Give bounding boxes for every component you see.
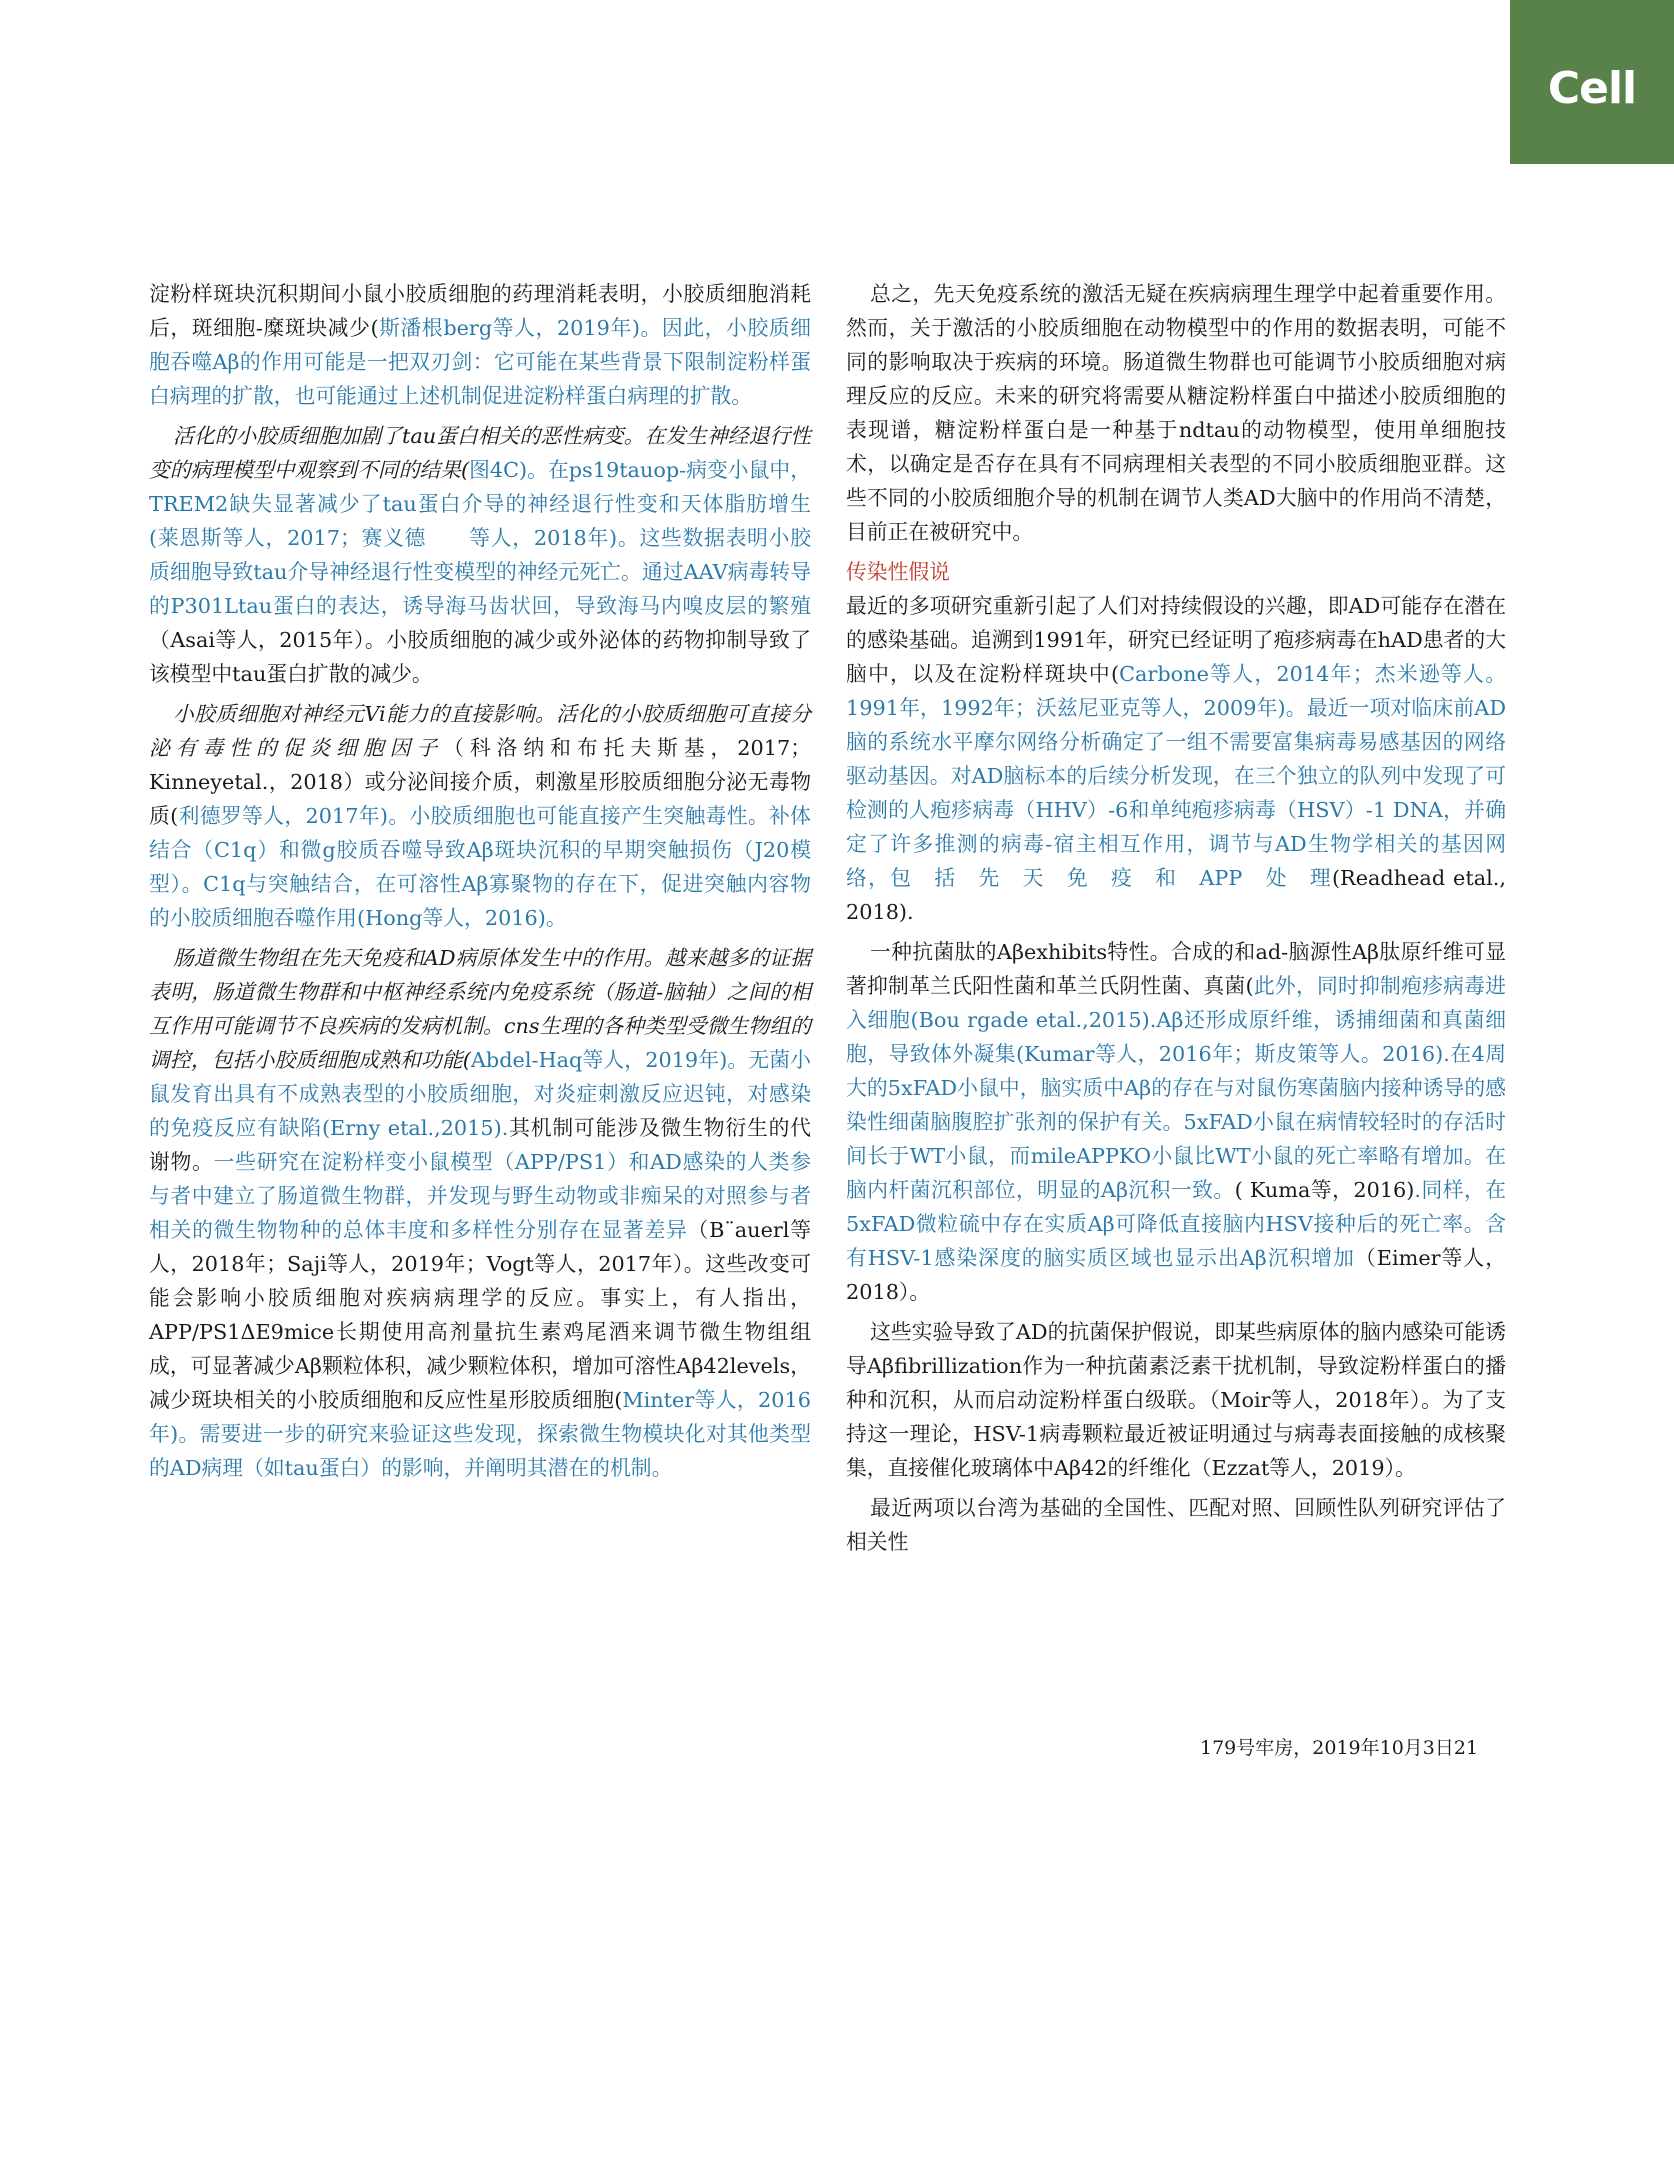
text-run: 最近的多项研究重新引起了人们对持续假设的兴趣，即AD可能存在潜在的感染基础。追溯到1991年，研究已经证明了疱疹病毒在hAD患者的大脑中，以及在淀粉样斑块中(	[846, 594, 1506, 686]
citation-link[interactable]: Abdel-Haq等人，2019年)。无菌小鼠发育出具有不成熟表型的小胶质细胞，对炎症刺激反应迟钝，对感染的免疫反应有缺陷(Erny etal.,2015).	[149, 1048, 811, 1140]
left-paragraph-1	[149, 277, 811, 413]
citation-link[interactable]: 图4C)。在ps19tauop-病变小鼠中，TREM2缺失显著减少了tau蛋白介导的神经退行性变和天体脂肪增生(莱恩斯等人，2017；赛义德 等人，2018年)。这些数据表明小胶质细胞导致tau介导神经退行性变模型的神经元死亡。通过AAV病毒转导的P301Ltau蛋白的表达，诱导海马齿状回，导致海马内嗅皮层的繁殖	[149, 458, 811, 618]
section-lead: 肠道微生物组在先天免疫和AD病原体发生中的作用。越来越多的证据表明，肠道微生物群和中枢神经系统内免疫系统（肠道-脑轴）之间的相互作用可能调节不良疾病的发病机制。cns生理的各种类型受微生物组的调控，包括小胶质细胞成熟和功能(	[149, 946, 811, 1072]
journal-logo-text: Cell	[1547, 62, 1637, 114]
citation-link[interactable]: 利德罗等人，2017年)。小胶质细胞也可能直接产生突触毒性。补体结合（C1q）和微g胶质吞噬导致Aβ斑块沉积的早期突触损伤（J20模型）。C1q与突触结合，在可溶性Aβ寡聚物的存在下，促进突触内容物的小胶质细胞吞噬作用(Hong等人，2016)。	[149, 804, 811, 930]
text-run: （科洛纳和布托夫斯基，2017；Kinneyetal.，2018）或分泌间接介质，刺激星形胶质细胞分泌无毒物质(	[149, 736, 811, 828]
text-run: ( Kuma等，2016)	[1234, 1178, 1415, 1202]
text-run: 其机制可能涉及微生物衍生的代谢物。	[149, 1116, 812, 1174]
left-column	[149, 277, 811, 1491]
citation-link[interactable]: 斯潘根berg等人，2019年)。因此，小胶质细胞吞噬Aβ的作用可能是一把双刃剑：它可能在某些背景下限制淀粉样蛋白病理的扩散，也可能通过上述机制促进淀粉样蛋白病理的扩散。	[149, 316, 812, 408]
citation-link[interactable]: Carbone等人，2014年；杰米逊等人。1991年，1992年；沃兹尼亚克等人，2009年)。最近一项对临床前AD脑的系统水平摩尔网络分析确定了一组不需要富集病毒易感基因的网络驱动基因。对AD脑标本的后续分析发现，在三个独立的队列中发现了可检测的人疱疹病毒（HHV）-6和单纯疱疹病毒（HSV）-1 DNA，并确定了许多推测的病毒-宿主相互作用，调节与AD生物学相关的基因网络，包 括 先 天 免 疫 和 APP 处 理	[846, 662, 1506, 890]
page-footer: 179号牢房，2019年10月3日21	[1200, 1737, 1479, 1759]
text-run: 总之，先天免疫系统的激活无疑在疾病病理生理学中起着重要作用。然而，关于激活的小胶质细胞在动物模型中的作用的数据表明，可能不同的影响取决于疾病的环境。肠道微生物群也可能调节小胶质细胞对病理反应的反应。未来的研究将需要从糖淀粉样蛋白中描述小胶质细胞的表现谱，糖淀粉样蛋白是一种基于ndtau的动物模型，使用单细胞技术，以确定是否存在具有不同病理相关表型的不同小胶质细胞亚群。这些不同的小胶质细胞介导的机制在调节人类AD大脑中的作用尚不清楚，目前正在被研究中。	[846, 282, 1506, 544]
text-run: 一种抗菌肽的Aβexhibits特性。合成的和ad-脑源性Aβ肽原纤维可显著抑制革兰氏阳性菌和革兰氏阴性菌、真菌(	[846, 940, 1506, 998]
right-paragraph-4	[846, 1315, 1506, 1485]
journal-logo	[1510, 0, 1674, 164]
left-paragraph-3	[149, 697, 811, 935]
left-paragraph-2	[149, 419, 811, 691]
section-lead: 小胶质细胞对神经元Vi能力的直接影响。活化的小胶质细胞可直接分泌有毒性的促炎细胞因子	[149, 702, 811, 760]
section-heading: 传染性假说	[846, 560, 950, 584]
right-column	[846, 277, 1506, 1565]
citation-link[interactable]: .同样，在5xFAD微粒硫中存在实质Aβ可降低直接脑内HSV接种后的死亡率。含有HSV-1感染深度的脑实质区域也显示出Aβ沉积增加	[846, 1178, 1506, 1270]
section-lead: 活化的小胶质细胞加剧了tau蛋白相关的恶性病变。在发生神经退行性变的病理模型中观察到不同的结果(	[149, 424, 811, 482]
text-run: 淀粉样斑块沉积期间小鼠小胶质细胞的药理消耗表明，小胶质细胞消耗后，斑细胞-糜斑块减少(	[149, 282, 811, 340]
right-paragraph-5	[846, 1491, 1506, 1559]
text-run: 这些实验导致了AD的抗菌保护假说，即某些病原体的脑内感染可能诱导Aβfibrillization作为一种抗菌素泛素干扰机制，导致淀粉样蛋白的播种和沉积，从而启动淀粉样蛋白级联。（Moir等人，2018年）。为了支持这一理论，HSV-1病毒颗粒最近被证明通过与病毒表面接触的成核聚集，直接催化玻璃体中Aβ42的纤维化（Ezzat等人，2019）。	[846, 1320, 1506, 1480]
text-run: 最近两项以台湾为基础的全国性、匹配对照、回顾性队列研究评估了相关性	[846, 1496, 1506, 1554]
text-run: （B¨auerl等人，2018年；Saji等人，2019年；Vogt等人，2017年）。这些改变可能会影响小胶质细胞对疾病病理学的反应。事实上，有人指出，APP/PS1ΔE9mice长期使用高剂量抗生素鸡尾酒来调节微生物组组成，可显著减少Aβ颗粒体积，减少颗粒体积，增加可溶性Aβ42levels，减少斑块相关的小胶质细胞和反应性星形胶质细胞(	[149, 1218, 812, 1412]
citation-link[interactable]: 此外，同时抑制疱疹病毒进入细胞(Bou rgade etal.,2015).Aβ还形成原纤维，诱捕细菌和真菌细胞，导致体外凝集(Kumar等人，2016年；斯皮策等人。2016).在4周大的5xFAD小鼠中，脑实质中Aβ的存在与对鼠伤寒菌脑内接种诱导的感染性细菌脑腹腔扩张剂的保护有关。5xFAD小鼠在病情较轻时的存活时间长于WT小鼠，而mileAPPKO小鼠比WT小鼠的死亡率略有增加。在脑内杆菌沉积部位，明显的Aβ沉积一致。	[846, 974, 1506, 1202]
citation-link[interactable]: Minter等人，2016年)。需要进一步的研究来验证这些发现，探索微生物模块化对其他类型的AD病理（如tau蛋白）的影响，并阐明其潜在的机制。	[149, 1388, 811, 1480]
text-run: (Readhead etal., 2018).	[846, 866, 1506, 924]
text-run: （Eimer等人，2018）。	[846, 1246, 1506, 1304]
citation-link[interactable]: 一些研究在淀粉样变小鼠模型（APP/PS1）和AD感染的人类参与者中建立了肠道微生物群，并发现与野生动物或非痴呆的对照参与者相关的微生物物种的总体丰度和多样性分别存在显著差异	[149, 1150, 811, 1242]
right-paragraph-1	[846, 277, 1506, 549]
right-paragraph-2	[846, 589, 1506, 929]
right-paragraph-3	[846, 935, 1506, 1309]
left-paragraph-4	[149, 941, 811, 1485]
text-run: （Asai等人，2015年）。小胶质细胞的减少或外泌体的药物抑制导致了该模型中tau蛋白扩散的减少。	[149, 628, 811, 686]
